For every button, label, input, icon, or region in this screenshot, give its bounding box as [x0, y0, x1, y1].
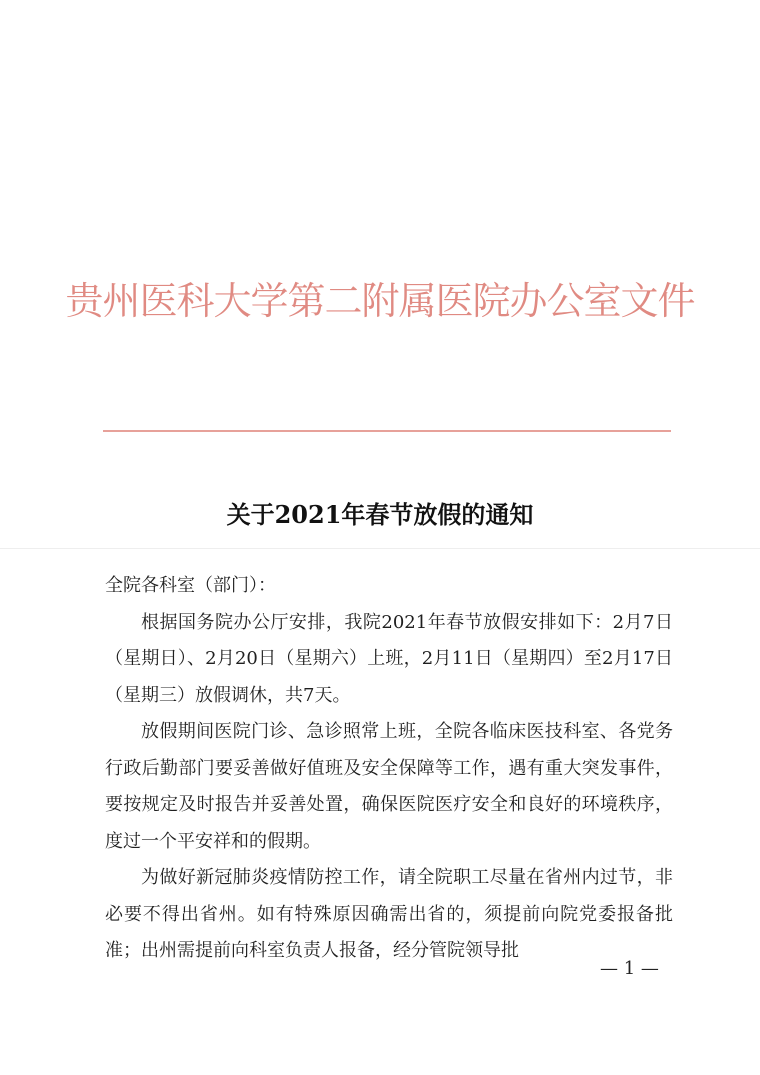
notice-title: 关于2021年春节放假的通知	[226, 500, 534, 529]
red-header-rule	[103, 430, 671, 432]
page-number: — 1 —	[600, 958, 659, 979]
notice-body	[105, 568, 673, 970]
scan-fold-line	[0, 548, 760, 549]
paragraph-epidemic-prevention: 为做好新冠肺炎疫情防控工作，请全院职工尽量在省州内过节，非必要不得出省州。如有特殊原因确需出省的，须提前向院党委报备批准；出州需提前向科室负责人报备，经分管院领导批	[105, 867, 673, 961]
salutation: 全院各科室（部门）：	[105, 575, 276, 596]
office-document-header: 贵州医科大学第二附属医院办公室文件	[65, 279, 695, 323]
paragraph-duty-arrangement: 放假期间医院门诊、急诊照常上班，全院各临床医技科室、各党务行政后勤部门要妥善做好值班及安全保障等工作，遇有重大突发事件，要按规定及时报告并妥善处置，确保医院医疗安全和良好的环境秩序，度过一个平安祥和的假期。	[105, 721, 673, 852]
paragraph-holiday-schedule: 根据国务院办公厅安排，我院2021年春节放假安排如下：2月7日（星期日）、2月20日（星期六）上班，2月11日（星期四）至2月17日（星期三）放假调休，共7天。	[105, 611, 673, 706]
